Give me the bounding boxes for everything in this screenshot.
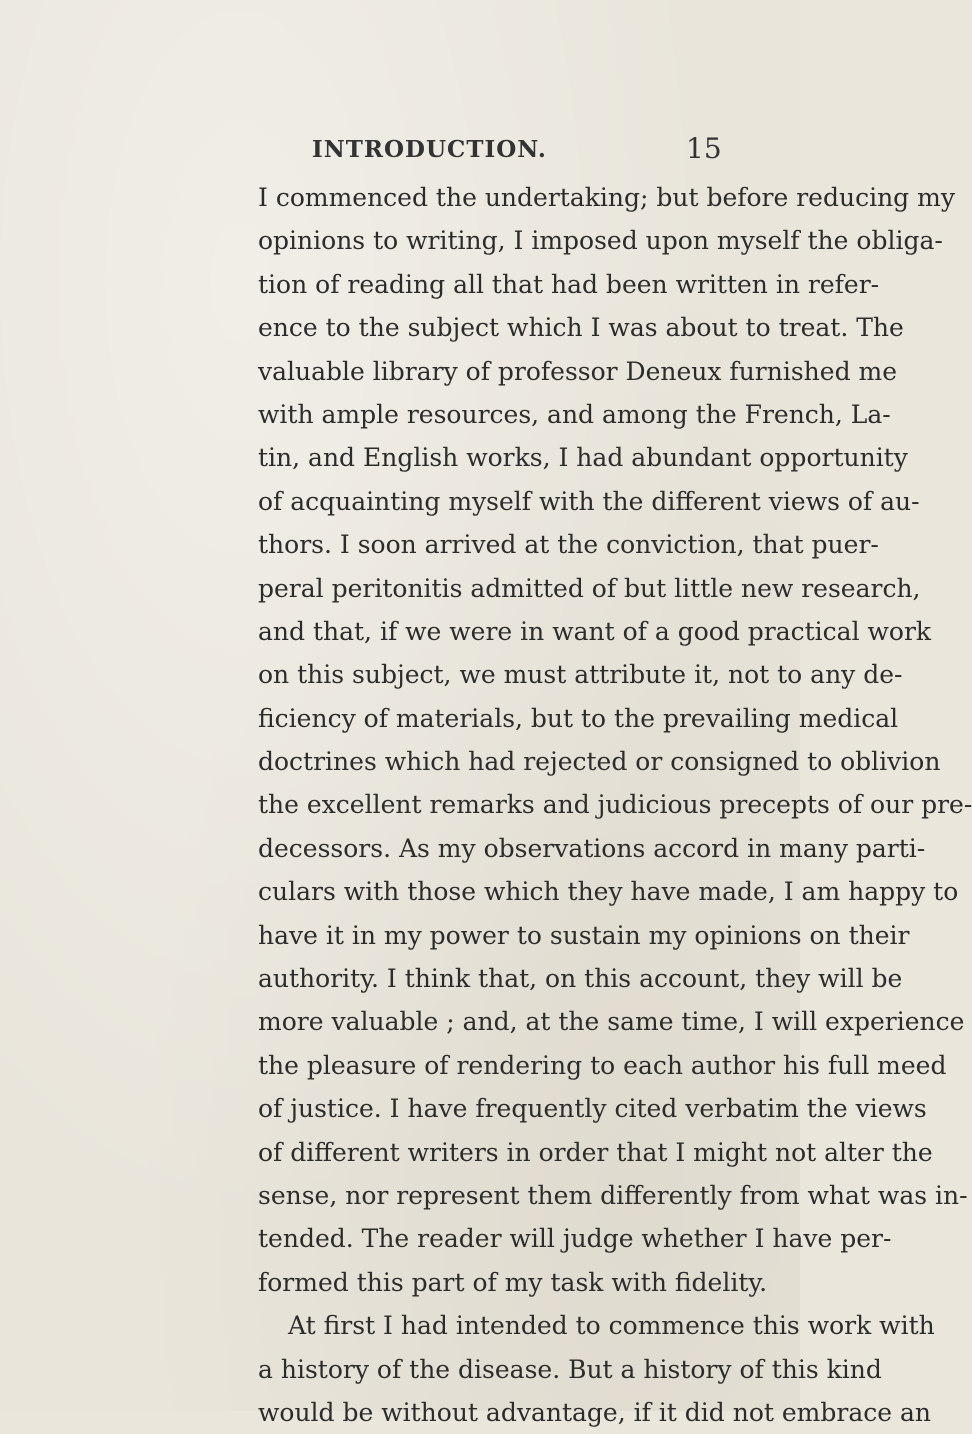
text-line: and that, if we were in want of a good practical work xyxy=(258,616,932,646)
page-header xyxy=(0,132,800,176)
text-line: decessors. As my observations accord in many parti- xyxy=(258,833,926,863)
body-text xyxy=(258,176,972,1434)
text-line: would be without advantage, if it did not embrace an xyxy=(258,1397,931,1427)
text-line: At first I had intended to commence this work with xyxy=(288,1311,935,1341)
text-line: formed this part of my task with fidelity. xyxy=(258,1267,768,1297)
text-line: more valuable ; and, at the same time, I will experience xyxy=(258,1007,965,1037)
text-line: tended. The reader will judge whether I have per- xyxy=(258,1224,892,1254)
text-line: of justice. I have frequently cited verbatim the views xyxy=(258,1094,927,1124)
text-line: tion of reading all that had been written in refer- xyxy=(258,269,880,299)
text-line: of different writers in order that I might not alter the xyxy=(258,1137,933,1167)
text-line: a history of the disease. But a history of this kind xyxy=(258,1354,882,1384)
text-line: opinions to writing, I imposed upon myself the obliga- xyxy=(258,226,943,256)
text-line: with ample resources, and among the French, La- xyxy=(258,399,891,429)
text-line: authority. I think that, on this account, they will be xyxy=(258,964,903,994)
text-line: thors. I soon arrived at the conviction, that puer- xyxy=(258,530,879,560)
text-line: culars with those which they have made, I am happy to xyxy=(258,877,959,907)
text-line: sense, nor represent them differently from what was in- xyxy=(258,1180,968,1210)
text-line: ence to the subject which I was about to treat. The xyxy=(258,313,904,343)
text-line: on this subject, we must attribute it, not to any de- xyxy=(258,660,903,690)
text-line: I commenced the undertaking; but before reducing my xyxy=(258,183,955,212)
running-title: INTRODUCTION. xyxy=(312,136,547,163)
text-line: of acquainting myself with the different views of au- xyxy=(258,486,920,516)
text-line: tin, and English works, I had abundant opportunity xyxy=(258,443,908,473)
text-line: have it in my power to sustain my opinions on their xyxy=(258,920,910,950)
text-line: doctrines which had rejected or consigned to oblivion xyxy=(258,747,941,777)
text-line: ficiency of materials, but to the prevailing medical xyxy=(258,703,899,733)
text-line: peral peritonitis admitted of but little new research, xyxy=(258,573,921,603)
page-number: 15 xyxy=(686,132,722,165)
text-line: the pleasure of rendering to each author his full meed xyxy=(258,1050,947,1080)
text-line: the excellent remarks and judicious precepts of our pre- xyxy=(258,790,972,820)
text-line: valuable library of professor Deneux furnished me xyxy=(258,356,898,386)
